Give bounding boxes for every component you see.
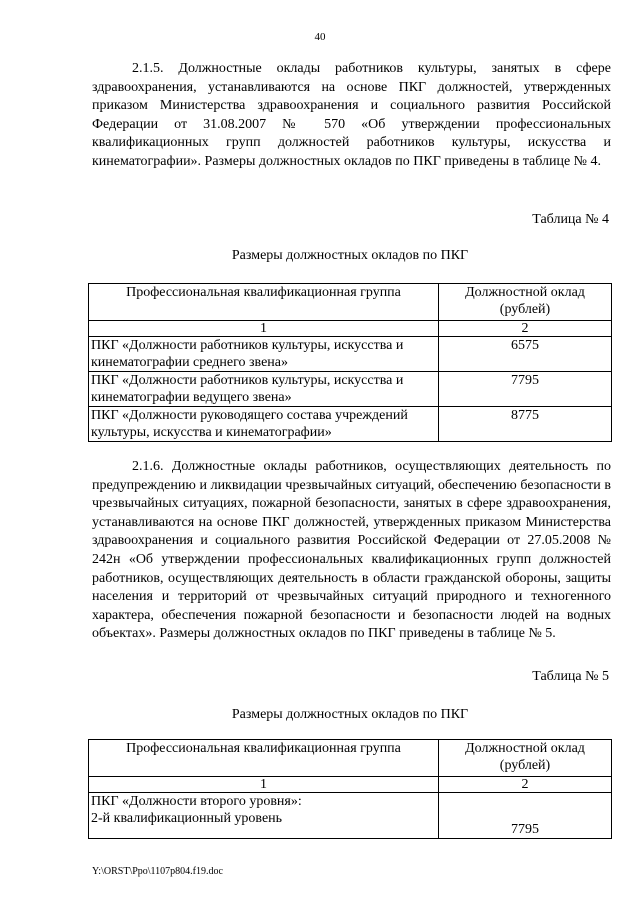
paragraph-2-1-5: 2.1.5. Должностные оклады работников культуры, занятых в сфере здравоохранения, устанавливаются на основе ПКГ должностей, утвержденных приказом Министерства здравоохранения и социального развития Российской Федерации от 31.08.2007 № 570 «Об утверждении профессиональных квалификационных групп должностей работников культуры, искусства и кинематографии». Размеры должностных окладов по ПКГ приведены в таблице № 4. bbox=[92, 61, 611, 169]
paragraph-2-1-6: 2.1.6. Должностные оклады работников, осуществляющих деятельность по предупреждению и ликвидации чрезвычайных ситуаций, обеспечению безопасности в чрезвычайных ситуациях, пожарной безопасности, занятых в сфере здравоохранения, устанавливаются на основе ПКГ должностей, утвержденных приказом Министерства здравоохранения и социального развития Российской Федерации от 27.05.2008 № 242н «Об утверждении профессиональных квалификационных групп должностей работников, осуществляющих деятельность в области гражданской обороны, защиты населения и территорий от чрезвычайных ситуаций природного и техногенного характера, обеспечения пожарной безопасности и безопасности людей на водных объектах». Размеры должностных окладов по ПКГ приведены в таблице № 5. bbox=[92, 459, 611, 642]
table-row bbox=[89, 407, 612, 442]
column-number-row bbox=[89, 321, 612, 337]
header-salary: Должностной оклад (рублей) bbox=[439, 284, 612, 321]
table-row bbox=[89, 793, 612, 839]
column-number: 1 bbox=[89, 321, 439, 337]
table-row bbox=[89, 372, 612, 407]
table-4 bbox=[88, 283, 612, 442]
salary-cell: 7795 bbox=[439, 372, 612, 407]
salary-cell: 6575 bbox=[439, 337, 612, 372]
table-4-label: Таблица № 4 bbox=[532, 212, 609, 227]
salary-cell: 8775 bbox=[439, 407, 612, 442]
table-header-row bbox=[89, 740, 612, 777]
group-cell bbox=[89, 793, 439, 839]
table-row bbox=[89, 337, 612, 372]
table-4-title: Размеры должностных окладов по ПКГ bbox=[231, 248, 469, 263]
header-salary: Должностной оклад (рублей) bbox=[439, 740, 612, 777]
column-number: 2 bbox=[439, 321, 612, 337]
group-cell: ПКГ «Должности работников культуры, искусства и кинематографии ведущего звена» bbox=[89, 372, 439, 407]
footer-file-path: Y:\ORST\Ppo\1107p804.f19.doc bbox=[92, 866, 223, 877]
table-5 bbox=[88, 739, 612, 839]
table-5-label: Таблица № 5 bbox=[532, 669, 609, 684]
table-header-row bbox=[89, 284, 612, 321]
column-number-row bbox=[89, 777, 612, 793]
group-cell-line: ПКГ «Должности второго уровня»: bbox=[91, 794, 302, 809]
table-5-title: Размеры должностных окладов по ПКГ bbox=[231, 707, 469, 722]
column-number: 1 bbox=[89, 777, 439, 793]
header-group: Профессиональная квалификационная группа bbox=[89, 284, 439, 321]
group-cell: ПКГ «Должности работников культуры, искусства и кинематографии среднего звена» bbox=[89, 337, 439, 372]
group-cell-line: 2-й квалификационный уровень bbox=[91, 811, 283, 826]
header-group: Профессиональная квалификационная группа bbox=[89, 740, 439, 777]
page-number: 40 bbox=[314, 31, 326, 43]
group-cell: ПКГ «Должности руководящего состава учреждений культуры, искусства и кинематографии» bbox=[89, 407, 439, 442]
salary-cell: 7795 bbox=[439, 793, 612, 839]
column-number: 2 bbox=[439, 777, 612, 793]
